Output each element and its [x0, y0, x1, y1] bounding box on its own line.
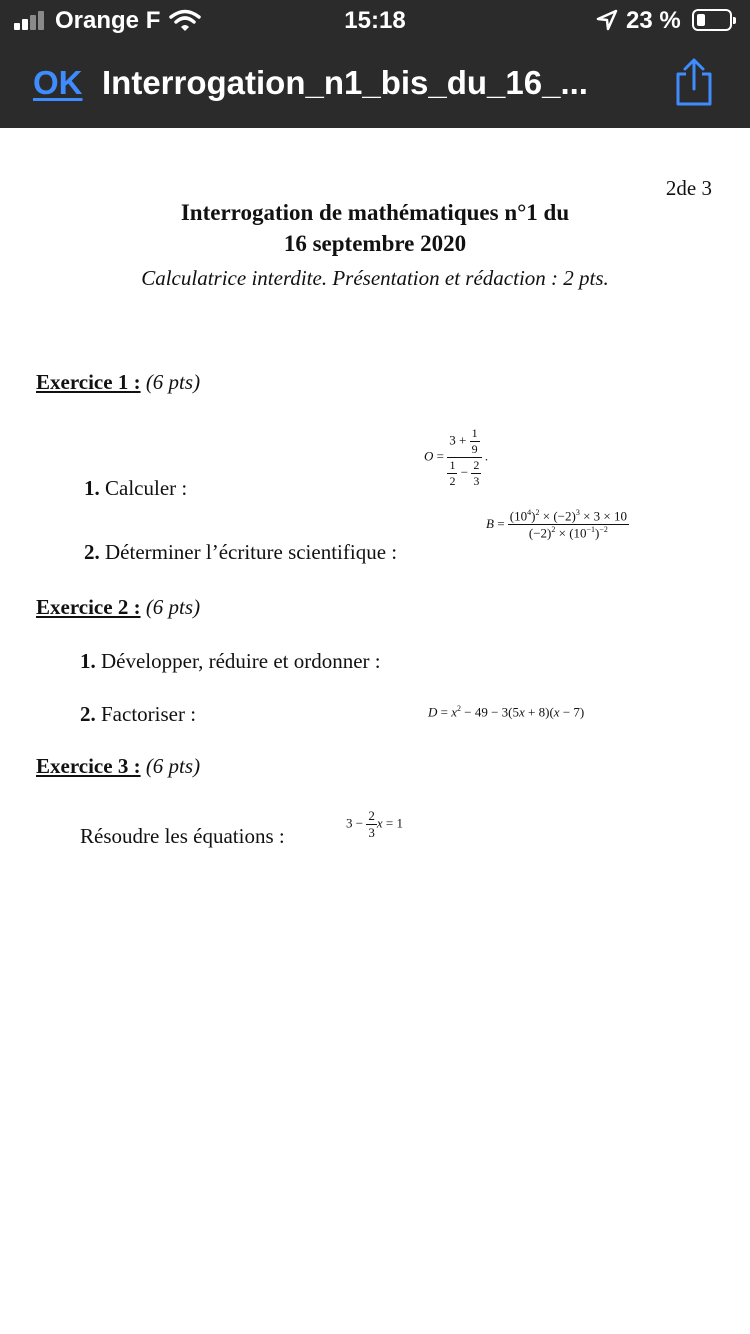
exercise-2-item-1: 1. Développer, réduire et ordonner :	[80, 649, 381, 673]
share-icon[interactable]	[672, 56, 716, 108]
exercise-3-item-1: Résoudre les équations :	[80, 824, 285, 848]
exercise-3-label: Exercice 3 :	[36, 754, 141, 778]
exercise-1-item-2: 2. Déterminer l’écriture scientifique :	[84, 540, 398, 564]
document-title: Interrogation_n1_bis_du_16_...	[102, 64, 588, 101]
ok-button[interactable]: OK	[33, 64, 83, 101]
expression-o: O = 3 + $\frac{1}{9}$ $\frac{1}{2}$ − $\frac{2}{3}$ .	[424, 426, 489, 488]
location-arrow-icon	[596, 9, 618, 31]
doc-heading-line2: 16 septembre 2020	[283, 231, 467, 256]
exercise-2-item-2: 2. Factoriser :	[80, 702, 197, 726]
battery-percent: 23 %	[626, 7, 681, 34]
pdf-page	[0, 128, 750, 1334]
doc-heading-line1: Interrogation de mathématiques n°1 du	[180, 200, 570, 225]
exercise-2-points: (6 pts)	[145, 595, 201, 619]
exercise-2-label: Exercice 2 :	[36, 595, 141, 619]
expression-b: B = $\frac{(10^4)^2 \times (-2)^3 \times 3 \times 10}{(-2)^2 \times (10^{-1})^{-2}}$	[486, 508, 627, 541]
doc-subtitle: Calculatrice interdite. Présentation et rédaction : 2 pts.	[141, 266, 609, 290]
exercise-1-points: (6 pts)	[145, 370, 201, 394]
equation-1: 3 − $\frac{2}{3}$ x = 1	[346, 808, 403, 840]
exercise-1-header	[36, 370, 200, 395]
top-bar	[0, 0, 750, 128]
exercise-3-points: (6 pts)	[145, 754, 201, 778]
battery-icon	[692, 9, 732, 31]
carrier-name: Orange F	[55, 7, 161, 34]
class-label: 2de 3	[665, 176, 712, 200]
exercise-1-label: Exercice 1 :	[36, 370, 141, 394]
exercise-3-header	[36, 754, 200, 779]
exercise-1-item-1: 1. Calculer :	[84, 476, 188, 500]
status-bar	[0, 0, 750, 42]
expression-d: $D = x^2 - 49 - 3(5x + 8)(x - 7)$	[428, 704, 585, 720]
clock: 15:18	[344, 7, 406, 34]
exercise-2-header	[36, 595, 200, 620]
